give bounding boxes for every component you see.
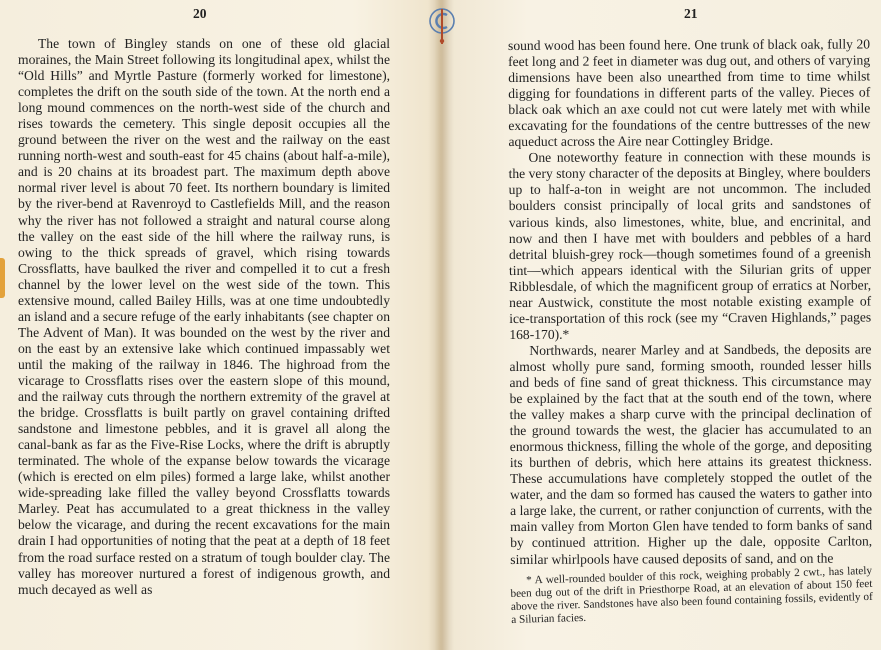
gutter-shadow xyxy=(428,0,454,650)
page-edge-tab xyxy=(0,258,5,298)
right-paragraph-3: Northwards, nearer Marley and at Sandbeds, the deposits are almost wholly pure sand, forming smooth, rounded lesser hills and beds of fine sand of great thickness. This circumstance may be explained by the fact that at the south end of the town, where the valley makes a sharp curve with the principal declination of the ground towards the west, the glacier has accumulated to an enormous thickness, filling the whole of the gorge, and depositing its burthen of debris, which here attains its greatest thickness. These accumulations have completely stopped the outlet of the water, and the dam so formed has caused the waters to gather into a large lake, the current, or rather conjunction of currents, with the main valley from Morton Glen have tended to form banks of sand by continued attrition. Higher up the dale, opposite Carlton, similar whirlpools have caused deposits of sand, and on the xyxy=(509,341,873,567)
footnote-text: * A well-rounded boulder of this rock, weighing probably 2 cwt., has lately been dug out of the drift in Priesthorpe Road, at an elevation of about 150 feet above the river. Sandstones have also been found containing fossils, evidently of a Silurian facies. xyxy=(510,564,873,626)
right-paragraph-2: One noteworthy feature in connection with these mounds is the very stony character of the deposits at Bingley, where boulders up to half-a-ton in weight are not uncommon. The included boulders consist principally of local grits and sandstones of various kinds, also limestones, white, blue, and encrinital, and now and then I have met with boulders and pebbles of a hard detrital bluish-grey rock—though sometimes found of a greenish tint—which appears identical with the Silurian grits of upper Ribblesdale, of which the magnificent group of erratics at Norber, near Austwick, constitute the most notable existing example of ice-transportation of this rock (see my “Craven Highlands,” pages 168-170).* xyxy=(508,148,872,342)
left-page-body xyxy=(18,36,390,598)
library-stamp-icon xyxy=(425,6,459,46)
right-page-number: 21 xyxy=(684,6,698,21)
right-page-body xyxy=(508,36,872,567)
right-paragraph-1: sound wood has been found here. One trunk of black oak, fully 20 feet long and 2 feet in diameter was dug out, and others of varying dimensions have been also unearthed from time to time whilst digging for foundations in different parts of the valley. Pieces of black oak which an axe could not cut were lately met with while excavating for the foundations of the centre buttresses of the new aqueduct across the Aire near Cottingley Bridge. xyxy=(508,36,871,150)
footnote xyxy=(510,565,873,627)
left-page-number: 20 xyxy=(193,6,207,21)
left-paragraph-1: The town of Bingley stands on one of these old glacial moraines, the Main Street following its longitudinal apex, whilst the “Old Hills” and Myrtle Pasture (formerly worked for limestone), completes the drift on the south side of the town. At the north end a long mound commences on the north-west side of the church and rises towards the cemetery. This single deposit occupies all the ground between the river on the west and the railway on the east running north-west and south-east for 45 chains (about half-a-mile), and is 20 chains at its broadest part. The maximum depth above normal river level is about 70 feet. Its northern boundary is limited by the river-bend at Ravenroyd to Castlefields Mill, and the reason why the river has not followed a straight and natural course along the valley on the east side of the hill where the railway runs, is owing to the thick spreads of gravel, which rising towards Crossflatts, have baulked the river and compelled it to cut a fresh channel by the lower level on the west side of the town. This extensive mound, called Bailey Hills, was at one time undoubtedly an island and a secure refuge of the early inhabitants (see chapter on The Advent of Man). It was bounded on the west by the river and on the east by an extensive lake which continued impassably wet until the making of the railway in 1846. The highroad from the vicarage to Crossflatts rises over the eastern slope of this mound, and the railway cuts through the northern extremity of the gravel at the bridge. Crossflatts is built partly on gravel containing drifted sandstone and limestone pebbles, and it is gravel all along the canal-bank as far as the Five-Rise Locks, where the drift is abruptly terminated. The whole of the expanse below towards the vicarage (which is erected on elm piles) formed a large lake, whilst another wide-spreading lake filled the valley beyond Crossflatts towards Marley. Peat has accumulated to a great thickness in the valley below the vicarage, and during the recent excavations for the main drain I had opportunities of noting that the peat at a depth of 18 feet from the road surface rested on a stratum of tough boulder clay. The valley has moreover nurtured a forest of indigenous growth, and much decayed as well as xyxy=(18,36,390,597)
